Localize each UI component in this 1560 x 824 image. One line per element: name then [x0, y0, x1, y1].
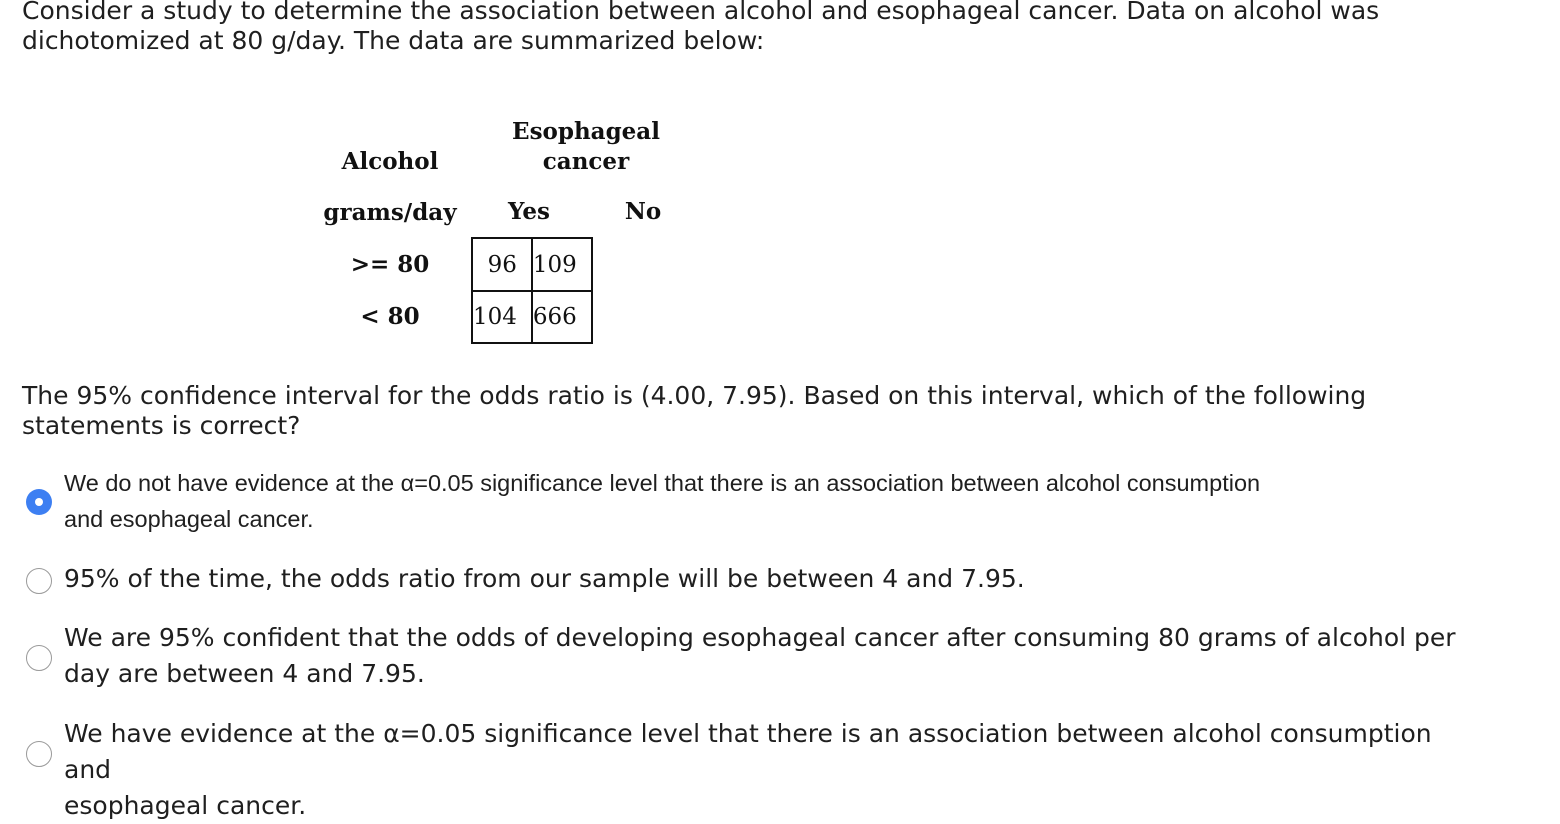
outcome-header-line-1: Esophageal	[512, 118, 660, 145]
answer-option-1[interactable]	[0, 465, 1480, 537]
question-intro	[22, 0, 1482, 56]
answer-option-4[interactable]	[0, 716, 1480, 820]
radio-button[interactable]	[26, 741, 52, 767]
answer-option-2-line-1: 95% of the time, the odds ratio from our sample will be between 4 and 7.95.	[64, 564, 1025, 593]
exposure-header: Alcohol	[341, 148, 439, 175]
row-label-high: >= 80	[350, 251, 430, 278]
exposure-units-header: grams/day	[323, 199, 457, 226]
answer-option-3-line-2: day are between 4 and 7.95.	[64, 659, 425, 688]
outcome-header	[496, 117, 676, 177]
answer-option-1-label[interactable]	[64, 465, 1464, 537]
cell-low-yes: 104	[472, 291, 532, 343]
radio-button[interactable]	[26, 568, 52, 594]
column-header-no: No	[624, 198, 662, 225]
answer-option-1-line-2: and esophageal cancer.	[64, 506, 314, 532]
intro-line-2: dichotomized at 80 g/day. The data are summarized below:	[22, 26, 765, 55]
outcome-header-line-2: cancer	[542, 148, 630, 175]
intro-line-1: Consider a study to determine the association between alcohol and esophageal cancer. Data on alcohol was	[22, 0, 1380, 25]
answer-option-4-label[interactable]	[64, 716, 1464, 824]
cell-low-no: 666	[532, 291, 592, 343]
question-prompt	[22, 381, 1402, 441]
answer-option-3[interactable]	[0, 620, 1480, 692]
answer-option-1-line-1: We do not have evidence at the α=0.05 significance level that there is an association between alcohol consumption	[64, 470, 1261, 496]
radio-button-selected[interactable]	[26, 489, 52, 515]
answer-option-3-label[interactable]	[64, 620, 1464, 692]
cell-high-yes: 96	[472, 238, 532, 291]
answer-option-2[interactable]	[0, 561, 1480, 601]
question-line-2: statements is correct?	[22, 411, 301, 440]
answer-option-4-line-2: esophageal cancer.	[64, 791, 307, 820]
cell-high-no: 109	[532, 238, 592, 291]
column-header-yes: Yes	[507, 198, 550, 225]
answer-option-4-line-1: We have evidence at the α=0.05 significance level that there is an association between alcohol consumption and	[64, 719, 1432, 784]
radio-button[interactable]	[26, 645, 52, 671]
question-line-1: The 95% confidence interval for the odds ratio is (4.00, 7.95). Based on this interval, which of the following	[22, 381, 1367, 410]
answer-option-2-label[interactable]	[64, 561, 1464, 597]
counts-grid	[471, 237, 593, 344]
table-row	[472, 291, 592, 343]
row-label-low: < 80	[360, 303, 420, 330]
table-row	[472, 238, 592, 291]
answer-option-3-line-1: We are 95% confident that the odds of developing esophageal cancer after consuming 80 grams of alcohol per	[64, 623, 1456, 652]
